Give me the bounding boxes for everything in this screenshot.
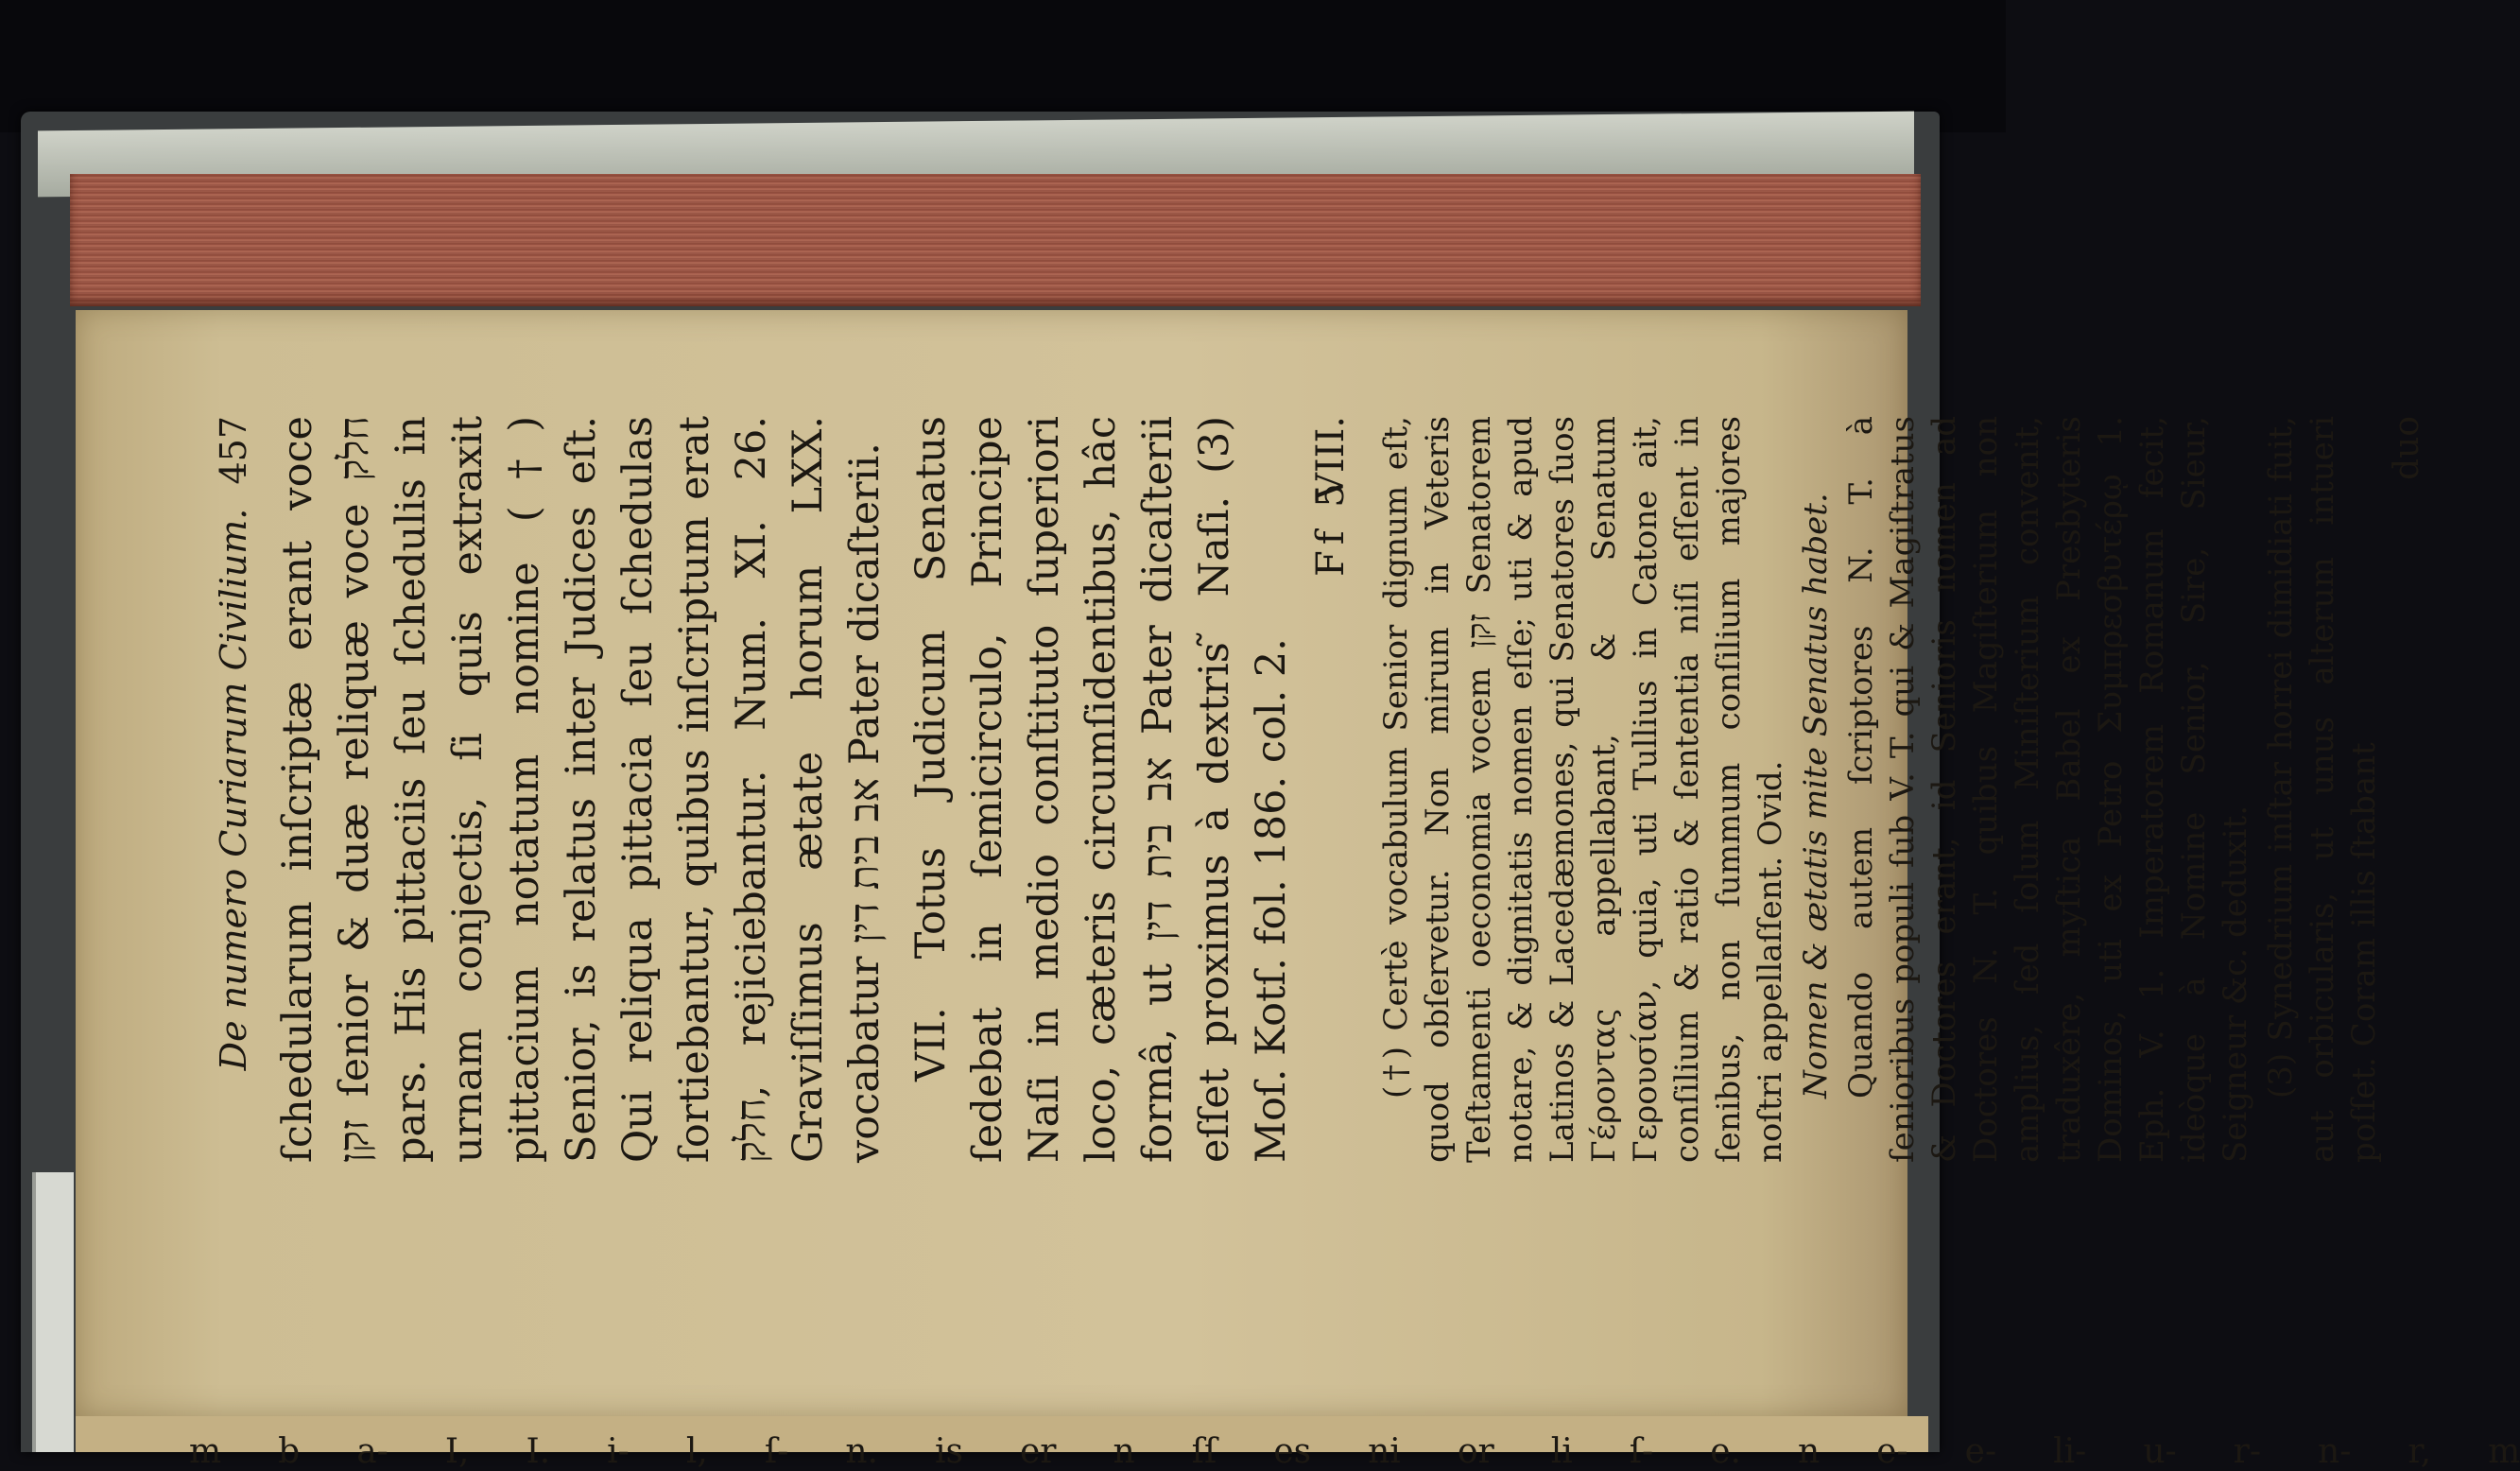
fragment: e.: [1710, 1432, 1741, 1471]
footnote: (†) Certè vocabulum Senior dignum eſt, quod obſervetur. Non mirum in Veteris Teſtamenti oeconomia vocem זקן Senatorem notare, & dignitatis nomen eſſe; uti & apud Latinos & Lacedæmones, qui Senatores ſuos Γέροντας appellabant, & Senatum Γερουσίαν, quia, uti Tullius in Catone ait, conſilium & ratio & ſententia niſi eſſent in ſenibus, non ſummum conſilium majores noſtri appellaſſent. Ovid.: [1377, 416, 1789, 1163]
footnote-verse: Nomen & ætatis mite Senatus habet.: [1797, 493, 1835, 1099]
fragment: n-: [2318, 1432, 2352, 1471]
fragment: I,: [444, 1432, 470, 1471]
fragment: li: [1550, 1432, 1573, 1471]
fragment: e-: [1964, 1432, 1997, 1471]
fragment: ſſ: [1191, 1432, 1217, 1471]
fragment: u-: [2143, 1432, 2177, 1471]
fragment: l,: [685, 1432, 708, 1471]
fragment: I.: [526, 1432, 551, 1471]
fragment: or: [1457, 1432, 1494, 1471]
fragment: er: [1019, 1432, 1057, 1471]
fragment: r-: [2233, 1432, 2262, 1471]
fragment: r,: [2408, 1432, 2432, 1471]
footnote: Quando autem ſcriptores N. T. à ſenioribus populi ſub V. T. qui & Magiſtratus & Doctores erant, id Senioris nomen ad Doctores N. T. quibus Magiſterium non amplius, ſed ſolum Miniſterium convenit, traduxêre, myſtica Babel ex Presbyteris Dominos, uti ex Petro Συμπρεσβυτέρῳ 1. Eph. V. 1. Imperatorem Romanum fecit, ideòque à Nomine Senior, Sire, Sieur, Seigneur &c. deduxit.: [1842, 416, 2254, 1163]
fragment: i-: [607, 1432, 630, 1471]
fragment: ſ-: [1629, 1432, 1654, 1471]
catchword-section: VIII.: [1309, 416, 1353, 501]
fragment: li-: [2053, 1432, 2087, 1471]
footnotes: [1375, 416, 2385, 1163]
running-head: [213, 416, 269, 1163]
spine-strip: [32, 1172, 74, 1452]
main-text: [269, 416, 1300, 1163]
fragment: n: [1797, 1432, 1821, 1471]
fragment: ni: [1368, 1432, 1401, 1471]
signature-mark: Ff 5: [1309, 477, 1353, 577]
footnote: (3) Synedrium inſtar horrei dimidiati fuit, aut orbicularis, ut unus alterum intueri poſſet. Coram illis ſtabant: [2262, 416, 2383, 1163]
fragment: m: [189, 1432, 222, 1471]
fragment: es: [1273, 1432, 1312, 1471]
page-number: 457: [213, 416, 254, 485]
fragment: e-: [1876, 1432, 1908, 1471]
page-edges-red: [70, 174, 1921, 306]
fragment: n: [1113, 1432, 1135, 1471]
paragraph: ſchedularum inſcriptæ erant voce זקן ſenior & duæ reliquæ voce חלק pars. His pittaciis ſeu ſchedulis in urnam conjectis, ſi quis extraxit pittacium notatum nomine (†) Senior, is relatus inter Judices eſt. Qui reliqua pittacia ſeu ſchedulas ſortiebantur, quibus inſcriptum erat חלק, rejiciebantur. Num. XI. 26. Graviſſimus ætate horum LXX. vocabatur אב בית דין Pater dicaſterii.: [274, 416, 889, 1163]
fragment: n.: [845, 1432, 878, 1471]
paragraph: VII. Totus Judicum Senatus ſedebat in ſemicirculo, Principe Naſi in medio conſtituto ſuperiori loco, cæteris circumſidentibus, hâc formâ, ut אב בית דין Pater dicaſterii eſſet proximus à dextris ̃ Naſi. (3) Moſ. Kotſ. fol. 186. col. 2.: [907, 416, 1295, 1163]
fragment: b: [278, 1432, 301, 1471]
fragment: a-: [356, 1432, 388, 1471]
signature-row: [1309, 416, 1368, 1163]
fragment: is: [934, 1432, 963, 1471]
page-text-block: [213, 416, 2426, 1163]
fragment: ſ-: [764, 1432, 789, 1471]
fragment: m: [2488, 1432, 2520, 1471]
facing-page-fragments: [189, 1432, 2520, 1471]
running-title: De numero Curiarum Civilium.: [213, 508, 254, 1071]
catchword: duo: [2388, 416, 2426, 480]
